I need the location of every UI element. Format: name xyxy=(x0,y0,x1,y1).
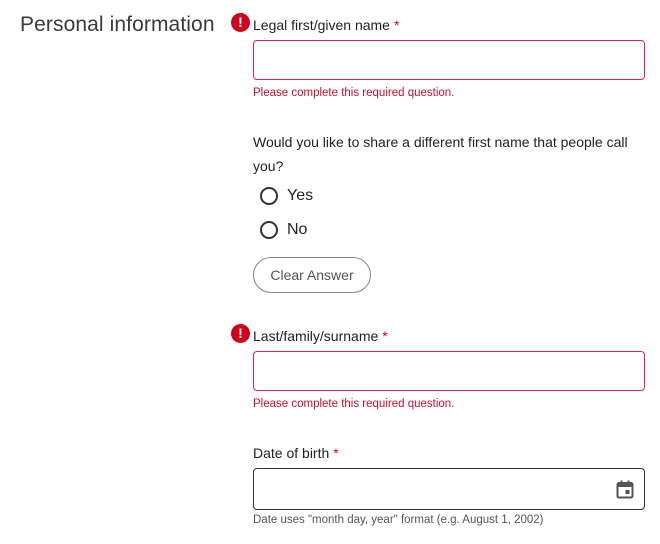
radio-label-yes: Yes xyxy=(287,187,314,204)
radio-button-no[interactable] xyxy=(260,221,278,239)
error-icon: ! xyxy=(231,13,250,32)
first-name-input[interactable] xyxy=(253,40,645,80)
radio-option-yes[interactable] xyxy=(260,187,313,205)
last-name-error-message: Please complete this required question. xyxy=(253,398,455,410)
dob-label-text: Date of birth xyxy=(253,445,330,461)
first-name-label-text: Legal first/given name xyxy=(253,17,390,33)
section-title: Personal information xyxy=(20,13,215,36)
required-asterisk: * xyxy=(393,17,400,33)
radio-button-yes[interactable] xyxy=(260,187,278,205)
required-asterisk: * xyxy=(333,445,339,461)
calendar-icon[interactable] xyxy=(616,480,634,499)
radio-label-no: No xyxy=(287,221,308,238)
last-name-label-text: Last/family/surname xyxy=(253,328,379,344)
preferred-name-question: Would you like to share a different first name that people call you? xyxy=(253,134,628,174)
clear-answer-button[interactable]: Clear Answer xyxy=(253,257,371,293)
error-icon: ! xyxy=(231,324,250,343)
first-name-label xyxy=(253,17,399,33)
required-asterisk: * xyxy=(382,328,388,344)
last-name-input[interactable] xyxy=(253,351,645,391)
dob-input[interactable] xyxy=(253,468,645,510)
dob-format-hint: Date uses "month day, year" format (e.g. August 1, 2002) xyxy=(253,514,544,526)
dob-label xyxy=(253,445,339,461)
first-name-error-message: Please complete this required question. xyxy=(253,87,455,99)
last-name-label xyxy=(253,328,388,344)
radio-option-no[interactable] xyxy=(260,221,307,239)
